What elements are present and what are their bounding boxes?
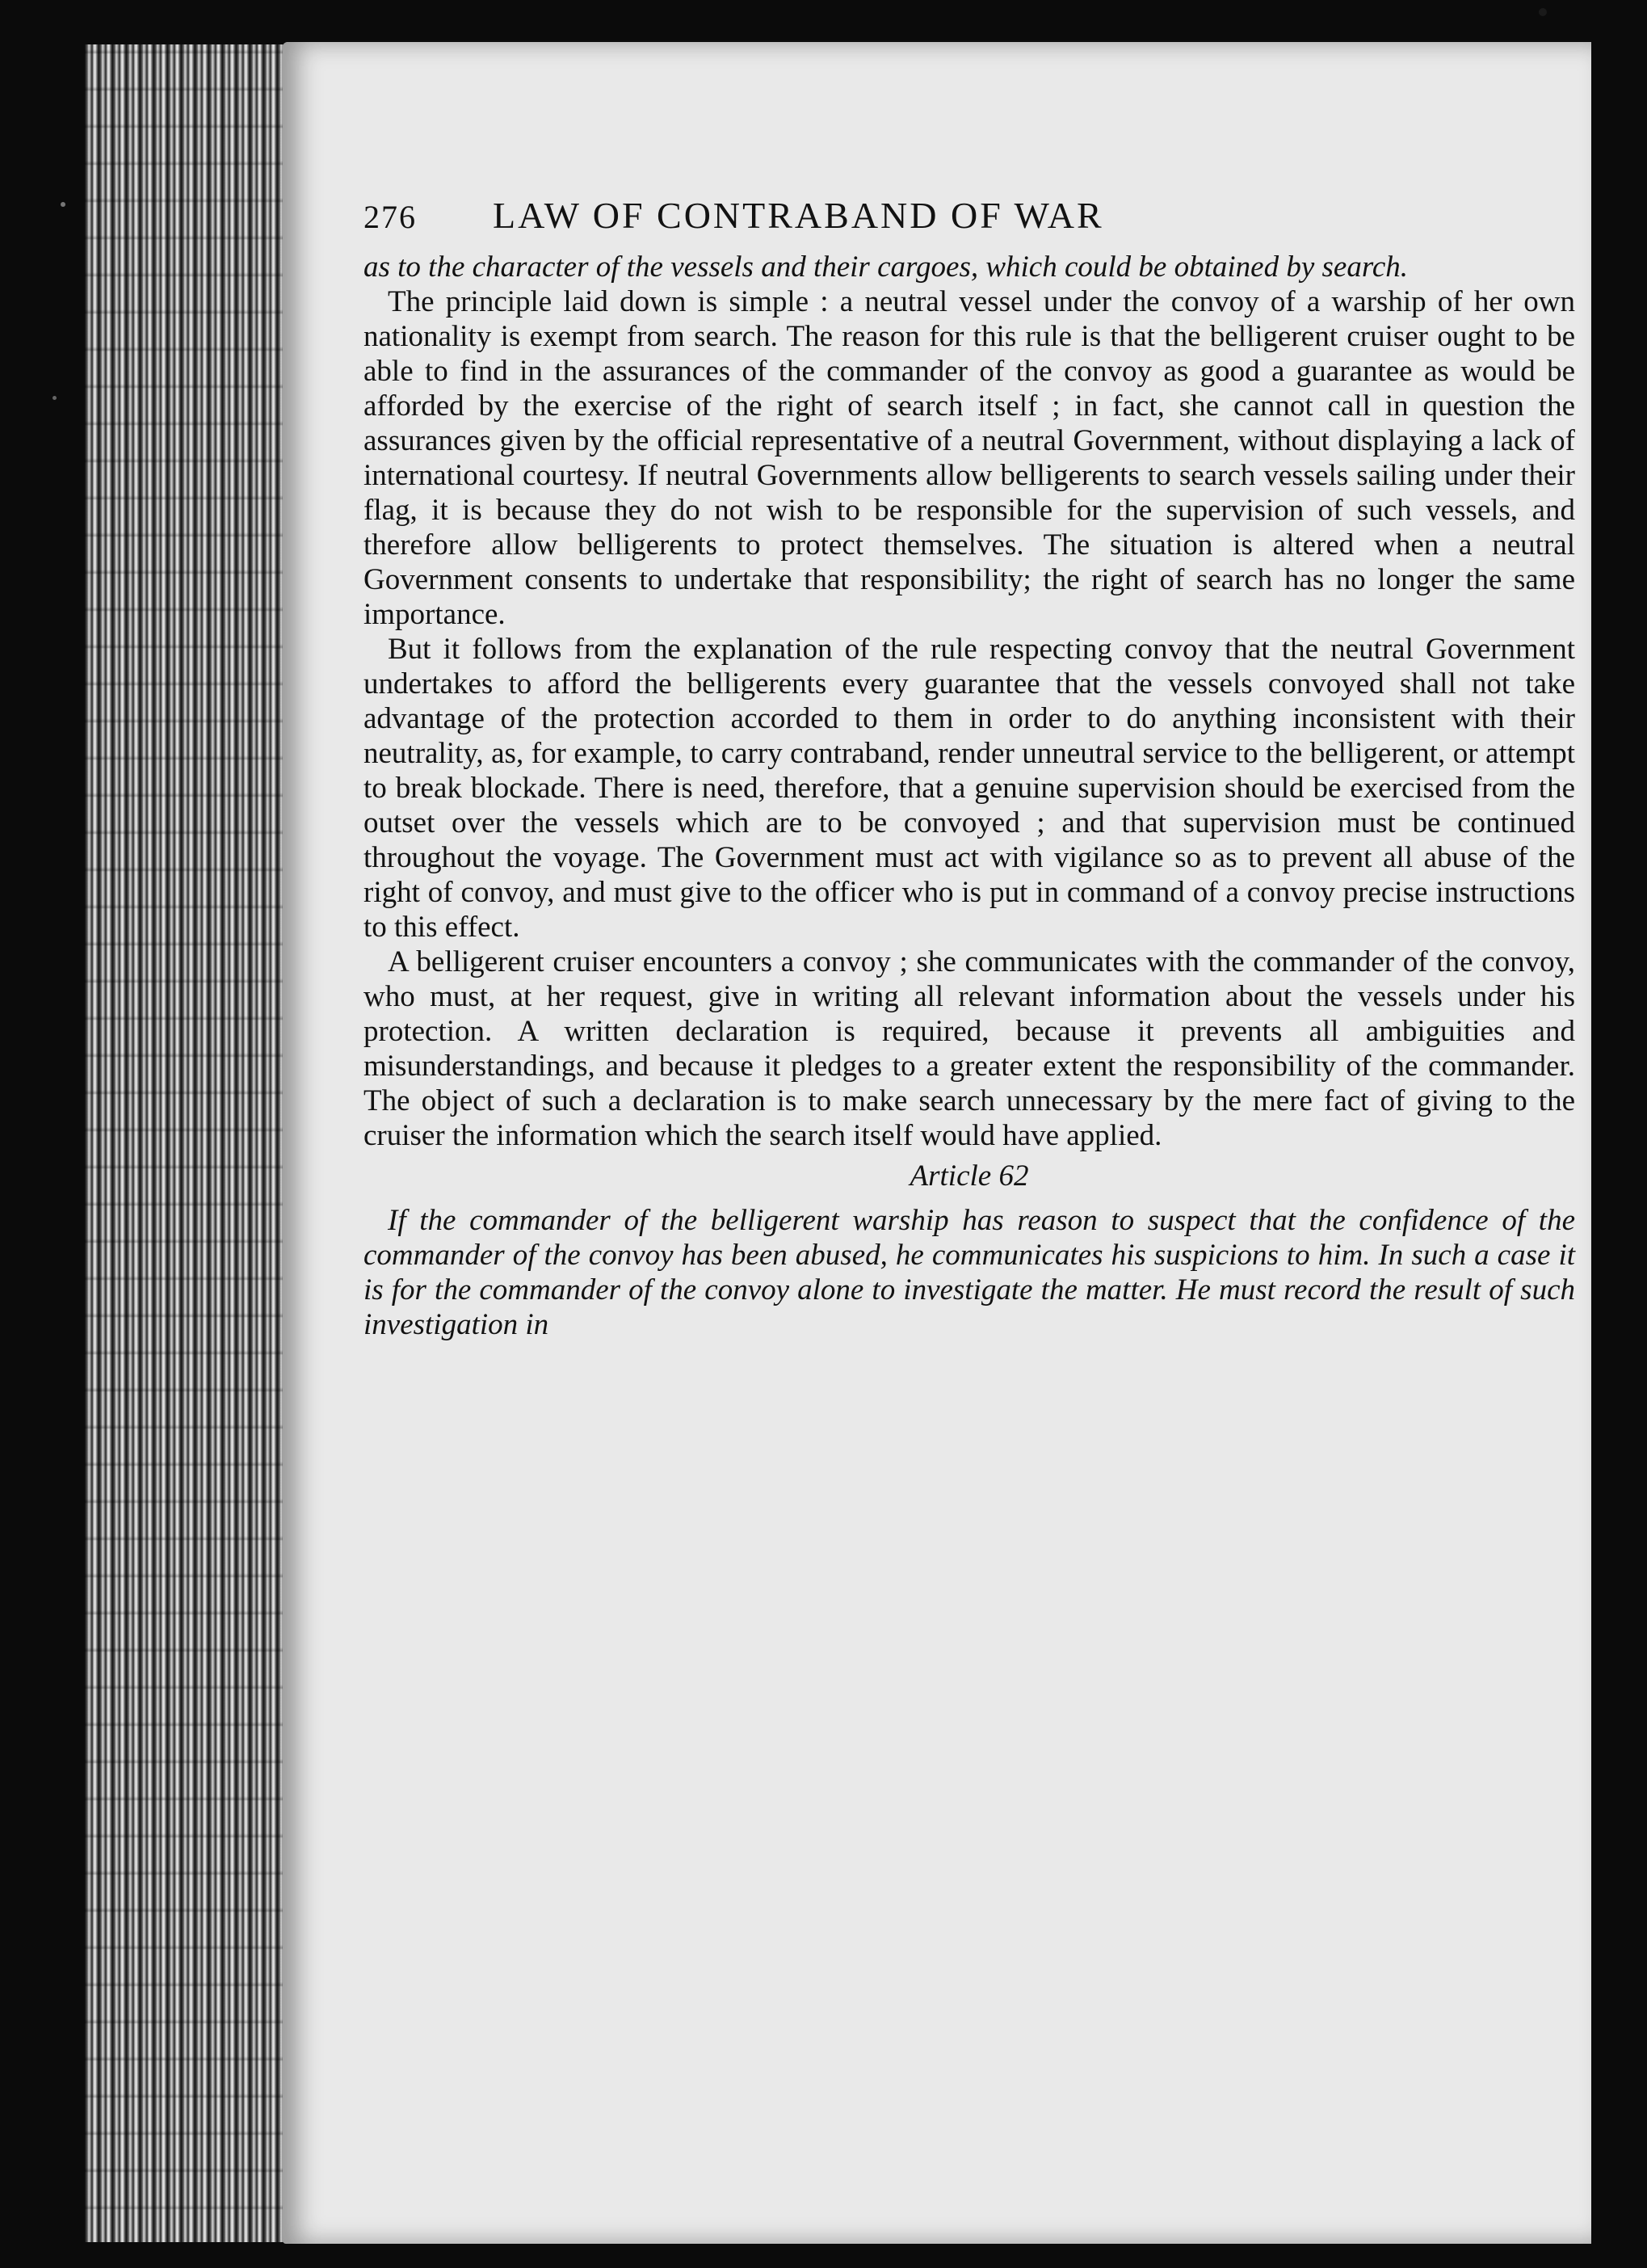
paragraph-continuation: as to the character of the vessels and their cargoes, which could be obtained by search. [363, 250, 1409, 284]
page-number: 276 [363, 199, 417, 235]
article-text: If the commander of the belligerent warship has reason to suspect that the confidence of the commander of the convoy has been abused, he communicates his suspicions to him. In such a case it is for the commander of the convoy alone to investigate the matter. He must record the result of such investigation in [363, 1204, 1575, 1341]
running-head-title: LAW OF CONTRABAND OF WAR [493, 195, 1104, 236]
article-heading: Article 62 [910, 1159, 1029, 1193]
paragraph: But it follows from the explanation of the rule respecting convoy that the neutral Government undertakes to afford the belligerents every guarantee that the vessels convoyed shall not take advantage of the protection accorded to them in order to do anything inconsistent with their neutrality, as, for example, to carry contraband, render unneutral service to the belligerent, or attempt to break blockade. There is need, therefore, that a genuine supervision should be exercised from the outset over the vessels which are to be convoyed ; and that supervision must be continued throughout the voyage. The Government must act with vigilance so as to prevent all abuse of the right of convoy, and must give to the officer who is put in command of a convoy precise instructions to this effect. [363, 633, 1575, 944]
scan-speck [53, 396, 57, 400]
scan-speck [61, 202, 65, 207]
page-text-block [363, 194, 1575, 1342]
running-head [363, 194, 1575, 237]
book-page-edges [85, 44, 303, 2242]
scan-speck [1539, 8, 1547, 16]
paragraph: The principle laid down is simple : a neutral vessel under the convoy of a warship of her own nationality is exempt from search. The reason for this rule is that the belligerent cruiser ought to be able to find in the assurances of the commander of the convoy as good a guarantee as would be afforded by the exercise of the right of search itself ; in fact, she cannot call in question the assurances given by the official representative of a neutral Government, without displaying a lack of international courtesy. If neutral Governments allow belligerents to search vessels sailing under their flag, it is because they do not wish to be responsible for the supervision of such vessels, and therefore allow belligerents to protect themselves. The situation is altered when a neutral Government consents to undertake that responsibility; the right of search has no longer the same importance. [363, 285, 1575, 631]
paragraph: A belligerent cruiser encounters a convoy ; she communicates with the commander of the convoy, who must, at her request, give in writing all relevant information about the vessels under his protection. A written declaration is required, because it prevents all ambiguities and misunderstandings, and because it pledges to a greater extent the responsibility of the commander. The object of such a declaration is to make search unnecessary by the mere fact of giving to the cruiser the information which the search itself would have applied. [363, 945, 1575, 1152]
